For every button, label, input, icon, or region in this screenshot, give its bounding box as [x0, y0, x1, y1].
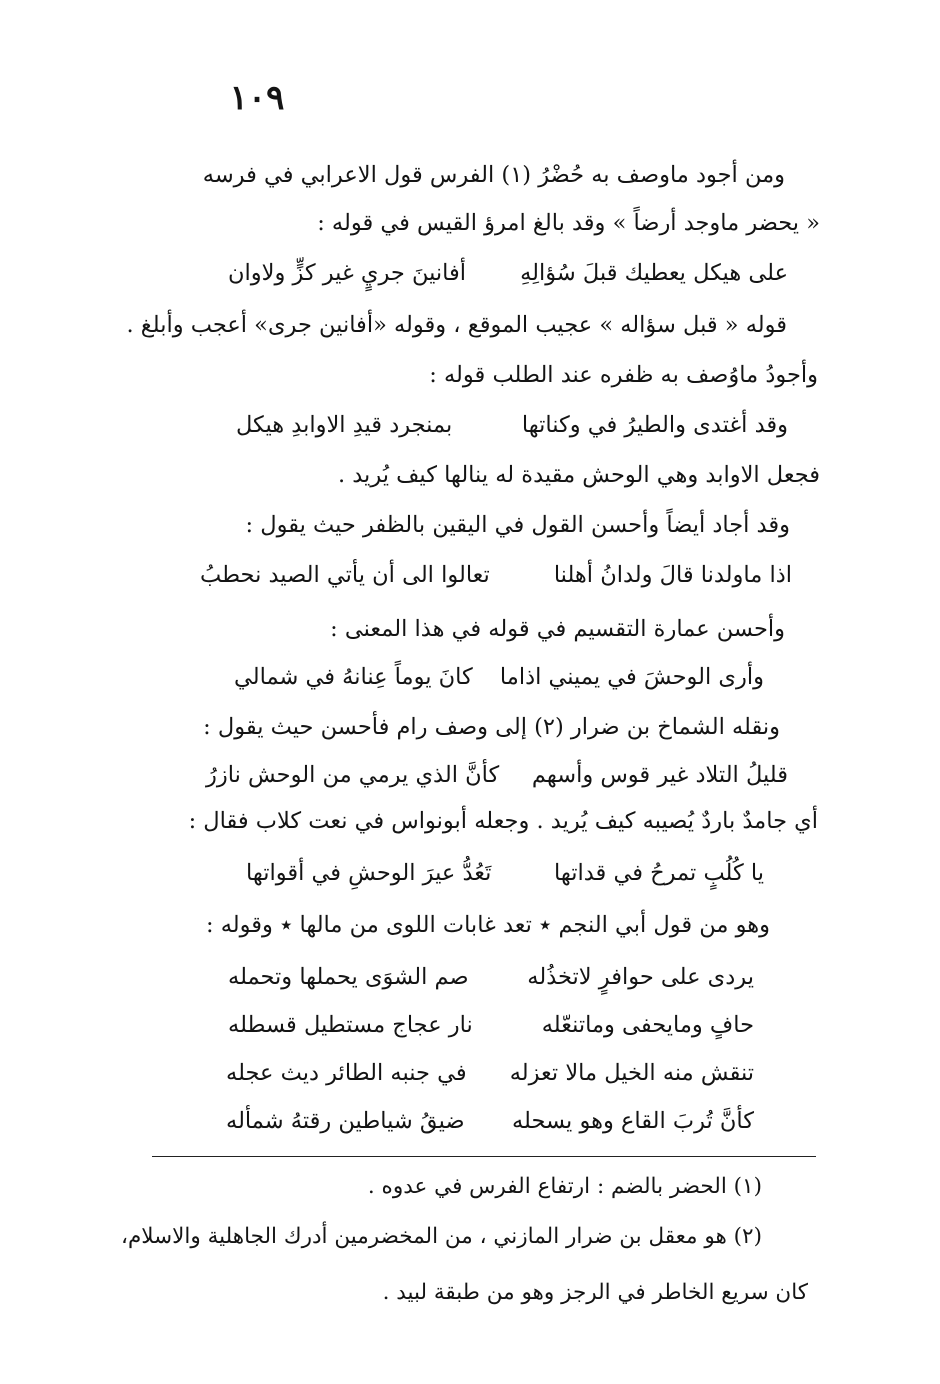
verse-10-second-hemistich: ضيقُ شياطين رقتهُ شمأله	[226, 1108, 465, 1134]
verse-5-second-hemistich: كأنَّ الذي يرمي من الوحش نازرُ	[206, 762, 500, 788]
verse-5	[206, 758, 788, 792]
verse-4-first-hemistich: وأرى الوحشَ في يميني اذاما	[499, 664, 764, 690]
footnote-1: (١) الحضر بالضم : ارتفاع الفرس في عدوه .	[367, 1174, 762, 1199]
verse-6-first-hemistich: يا كُلُبٍ تمرحُ في قداتها	[553, 860, 764, 886]
footnote-2-continued: كان سريع الخاطر في الرجز وهو من طبقة لبيد .	[382, 1280, 808, 1305]
verse-3-second-hemistich: تعالوا الى أن يأتي الصيد نحطبُ	[200, 562, 490, 588]
prose-line-4: وأجودُ ماوُصف به ظفره عند الطلب قوله :	[429, 362, 818, 388]
verse-2	[236, 408, 788, 442]
verse-2-first-hemistich: وقد أغتدى والطيرُ في وكناتها	[521, 412, 788, 438]
verse-9	[226, 1056, 754, 1090]
verse-7-first-hemistich: يردى على حوافرٍ لاتخذُله	[527, 964, 754, 990]
footnote-2: (٢) هو معقل بن ضرار المازني ، من المخضرمين أدرك الجاهلية والاسلام،	[121, 1224, 762, 1249]
verse-6-second-hemistich: تَعُدُّ عيرَ الوحشِ في أقواتها	[246, 860, 492, 886]
prose-line-8: ونقله الشماخ بن ضرار (٢) إلى وصف رام فأحسن حيث يقول :	[203, 714, 780, 740]
verse-8-second-hemistich: نار عجاج مستطيل قسطله	[228, 1012, 473, 1038]
verse-9-second-hemistich: في جنبه الطائر ديث عجله	[226, 1060, 467, 1086]
verse-3	[200, 558, 792, 592]
verse-4-second-hemistich: كانَ يوماً عِنانهُ في شمالي	[234, 664, 473, 690]
prose-line-6: وقد أجاد أيضاً وأحسن القول في اليقين بالظفر حيث يقول :	[245, 512, 790, 538]
verse-3-first-hemistich: اذا ماولدنا قالَ ولدانُ أهلنا	[553, 562, 792, 588]
verse-10	[226, 1104, 754, 1138]
verse-8	[228, 1008, 754, 1042]
prose-line-9: أي جامدٌ باردٌ يُصيبه كيف يُريد . وجعله أبونواس في نعت كلاب فقال :	[188, 808, 818, 834]
verse-5-first-hemistich: قليلُ التلاد غير قوس وأسهم	[531, 762, 788, 788]
verse-7	[228, 960, 754, 994]
verse-4	[234, 660, 764, 694]
verse-1-second-hemistich: أفانينَ جريٍ غير كزٍّ ولاوان	[228, 260, 467, 286]
prose-line-1: ومن أجود ماوصف به حُضْرُ (١) الفرس قول الاعرابي في فرسه	[202, 162, 785, 188]
verse-8-first-hemistich: حافٍ ومايحفى وماتنعّله	[541, 1012, 754, 1038]
prose-line-5: فجعل الاوابد وهي الوحش مقيدة له ينالها كيف يُريد .	[337, 462, 820, 488]
footnote-divider	[152, 1156, 816, 1157]
verse-7-second-hemistich: صم الشوَى يحملها وتحمله	[228, 964, 469, 990]
prose-line-2: « يحضر ماوجد أرضاً » وقد بالغ امرؤ القيس في قوله :	[317, 210, 820, 236]
prose-line-7: وأحسن عمارة التقسيم في قوله في هذا المعنى :	[330, 616, 785, 642]
verse-10-first-hemistich: كأنَّ تُربَ القاع وهو يسحله	[511, 1108, 754, 1134]
verse-1	[228, 256, 788, 290]
verse-6	[246, 856, 764, 890]
verse-1-first-hemistich: على هيكل يعطيك قبلَ سُؤالِهِ	[520, 260, 788, 286]
verse-2-second-hemistich: بمنجرد قيدِ الاوابدِ هيكل	[236, 412, 453, 438]
verse-9-first-hemistich: تنقش منه الخيل مالا تعزله	[509, 1060, 754, 1086]
prose-line-3: قوله « قبل سؤاله » عجيب الموقع ، وقوله «أفانين جرى» أعجب وأبلغ .	[126, 312, 787, 338]
prose-line-10: وهو من قول أبي النجم ٭ تعد غابات اللوى من مالها ٭ وقوله :	[206, 912, 770, 938]
page-number: ١٠٩	[229, 78, 285, 118]
